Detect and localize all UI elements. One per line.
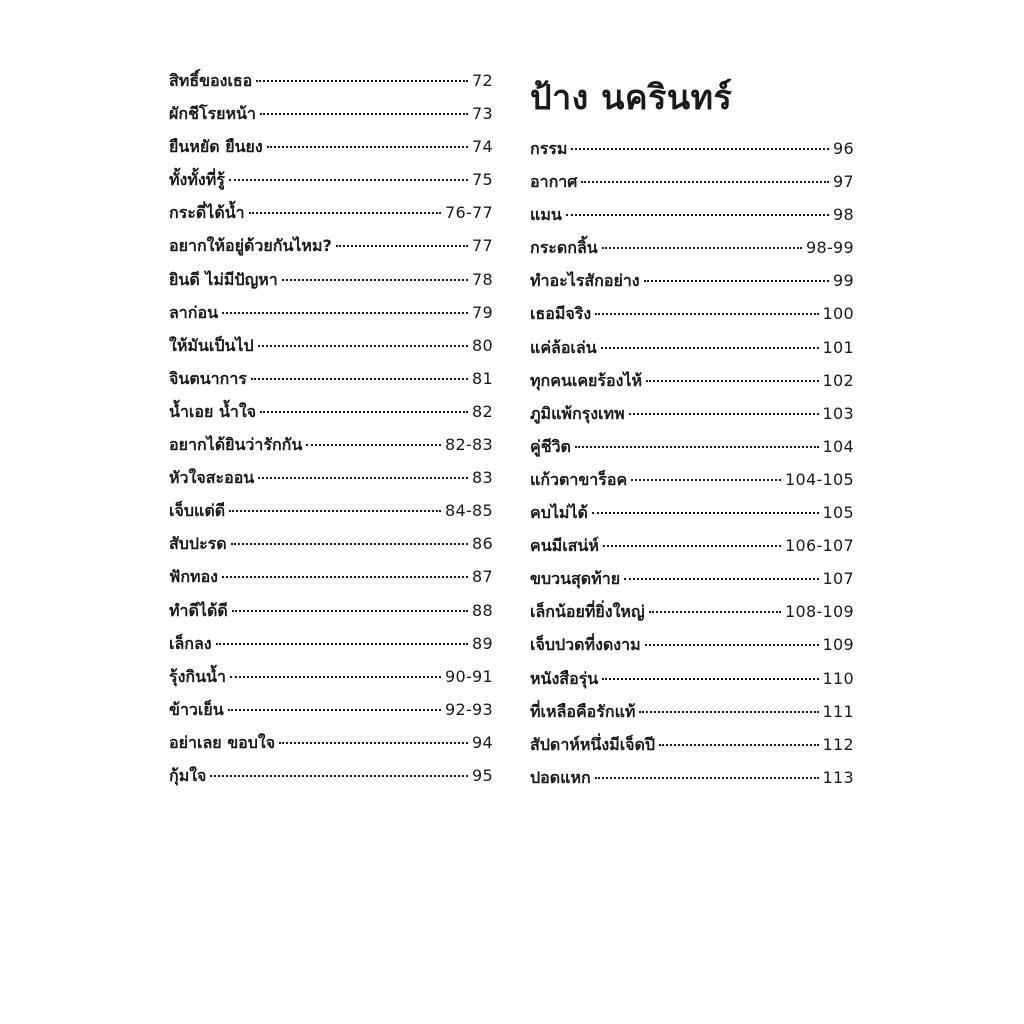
toc-entry — [169, 594, 493, 627]
toc-entry — [169, 263, 493, 296]
toc-entry-title: เล็กน้อยที่ยิ่งใหญ่ — [530, 602, 645, 622]
toc-entry-page: 97 — [833, 172, 854, 192]
toc-entry-title: สิทธิ์ของเธอ — [169, 71, 253, 90]
toc-entry-page: 89 — [472, 633, 493, 653]
toc-entry-title: อากาศ — [530, 172, 578, 192]
dot-leader — [336, 245, 468, 247]
toc-entry — [530, 496, 854, 529]
toc-entry-title: ขบวนสุดท้าย — [530, 569, 621, 589]
dot-leader — [624, 578, 818, 580]
toc-entry-page: 98-99 — [806, 238, 854, 258]
toc-entry-title: กุ้มใจ — [169, 765, 207, 785]
toc-entry-title: ทุกคนเคยร้องไห้ — [530, 370, 643, 390]
toc-entry — [530, 165, 854, 198]
toc-entry-page: 101 — [822, 337, 854, 357]
toc-entry-title: หัวใจสะออน — [169, 468, 255, 488]
toc-entry — [169, 229, 493, 262]
toc-entry-title: ยืนหยัด ยืนยง — [169, 137, 263, 157]
toc-entry-page: 94 — [472, 732, 493, 752]
toc-entry-title: ทำอะไรสักอย่าง — [530, 271, 640, 291]
toc-entry-title: จินตนาการ — [169, 368, 247, 388]
toc-entry-page: 83 — [472, 468, 493, 488]
dot-leader — [260, 113, 468, 115]
toc-entry-page: 92-93 — [445, 699, 493, 719]
toc-entry-page: 87 — [472, 567, 493, 587]
toc-entry-title: อยากให้อยู่ด้วยกันไหม? — [169, 236, 332, 256]
dot-leader — [251, 378, 468, 380]
dot-leader — [645, 644, 819, 646]
toc-entry-page: 107 — [822, 569, 854, 589]
toc-entry — [169, 296, 493, 329]
toc-entry-page: 103 — [822, 403, 854, 423]
toc-entry — [530, 297, 854, 330]
toc-entry-title: กระดี่ได้น้ำ — [169, 203, 245, 223]
toc-entry-page: 110 — [822, 668, 854, 688]
toc-entry-title: สับปะรด — [169, 534, 227, 554]
dot-leader — [229, 179, 468, 181]
toc-entry — [169, 759, 493, 792]
toc-left-column — [169, 64, 493, 792]
toc-entry — [530, 364, 854, 397]
toc-entry-title: หนังสือรุ่น — [530, 668, 599, 688]
dot-leader — [222, 312, 468, 314]
dot-leader — [231, 543, 468, 545]
toc-entry-title: ปอดแหก — [530, 767, 591, 787]
toc-entry-page: 98 — [833, 205, 854, 225]
toc-entry — [530, 264, 854, 297]
toc-entry-page: 74 — [472, 137, 493, 157]
dot-leader — [267, 146, 468, 148]
toc-entry-page: 109 — [822, 635, 854, 655]
dot-leader — [260, 411, 468, 413]
toc-entry — [530, 430, 854, 463]
toc-entry — [530, 463, 854, 496]
dot-leader — [222, 576, 468, 578]
toc-entry-page: 111 — [822, 701, 854, 721]
toc-entry-title: ที่เหลือคือรักแท้ — [530, 701, 636, 721]
toc-entry — [530, 397, 854, 430]
toc-entry — [169, 627, 493, 660]
toc-entry-page: 75 — [472, 170, 493, 190]
toc-entry — [530, 595, 854, 628]
toc-entry-title: กระดกลิ้น — [530, 238, 598, 258]
dot-leader — [601, 347, 819, 349]
toc-entry-page: 95 — [472, 765, 493, 785]
toc-entry-page: 99 — [833, 271, 854, 291]
toc-entry — [169, 660, 493, 693]
toc-entry-page: 76-77 — [445, 203, 493, 223]
toc-entry-title: ผักชีโรยหน้า — [169, 104, 256, 124]
toc-entry — [169, 362, 493, 395]
toc-entry-page: 82 — [472, 401, 493, 421]
toc-entry — [530, 529, 854, 562]
dot-leader — [644, 280, 829, 282]
dot-leader — [230, 676, 441, 678]
toc-entry-title: รุ้งกินน้ำ — [169, 666, 226, 686]
toc-entry-title: เธอมีจริง — [530, 304, 592, 324]
dot-leader — [649, 611, 781, 613]
toc-entry-page: 96 — [833, 139, 854, 158]
toc-entry — [169, 494, 493, 527]
toc-entry — [530, 761, 854, 794]
toc-entry-page: 102 — [822, 370, 854, 390]
toc-entry-title: แก้วตาขาร็อค — [530, 469, 628, 489]
toc-entry-page: 73 — [472, 104, 493, 124]
dot-leader — [256, 80, 468, 82]
toc-entry-page: 88 — [472, 600, 493, 620]
dot-leader — [592, 512, 819, 514]
toc-entry — [169, 329, 493, 362]
toc-right-column — [530, 70, 854, 794]
toc-entry — [169, 130, 493, 163]
toc-entry-page: 72 — [472, 71, 493, 90]
toc-entry — [530, 198, 854, 231]
toc-entry-page: 104 — [822, 436, 854, 456]
dot-leader — [228, 709, 441, 711]
toc-entry-title: สัปดาห์หนึ่งมีเจ็ดปี — [530, 734, 656, 754]
dot-leader — [571, 148, 829, 150]
toc-entry-page: 84-85 — [445, 501, 493, 521]
dot-leader — [229, 510, 441, 512]
dot-leader — [279, 742, 468, 744]
dot-leader — [629, 413, 819, 415]
toc-entry-page: 108-109 — [785, 602, 854, 622]
toc-entry-title: คนมีเสน่ห์ — [530, 536, 599, 556]
toc-entry — [530, 231, 854, 264]
toc-entry — [530, 628, 854, 661]
toc-entry — [169, 196, 493, 229]
toc-entry — [169, 97, 493, 130]
dot-leader — [602, 247, 802, 249]
dot-leader — [639, 711, 818, 713]
dot-leader — [595, 777, 819, 779]
toc-entry-title: ทำดีได้ดี — [169, 600, 228, 620]
dot-leader — [232, 610, 468, 612]
dot-leader — [646, 380, 819, 382]
dot-leader — [249, 212, 441, 214]
toc-entry-page: 79 — [472, 302, 493, 322]
toc-entry-title: ทั้งทั้งที่รู้ — [169, 170, 225, 190]
toc-entry-page: 81 — [472, 368, 493, 388]
toc-entry-page: 82-83 — [445, 435, 493, 455]
toc-entry — [169, 163, 493, 196]
toc-entry — [169, 527, 493, 560]
dot-leader — [216, 643, 468, 645]
dot-leader — [258, 345, 468, 347]
toc-list-left — [169, 64, 493, 792]
toc-entry — [530, 562, 854, 595]
toc-entry — [169, 560, 493, 593]
toc-entry-page: 80 — [472, 335, 493, 355]
dot-leader — [603, 545, 781, 547]
toc-entry-title: เจ็บปวดที่งดงาม — [530, 635, 641, 655]
toc-entry-page: 112 — [822, 734, 854, 754]
toc-entry — [530, 132, 854, 165]
toc-entry-title: เจ็บแต่ดี — [169, 501, 226, 521]
toc-entry-title: คู่ชีวิต — [530, 436, 571, 456]
toc-entry-title: ให้มันเป็นไป — [169, 335, 254, 355]
dot-leader — [210, 775, 468, 777]
section-title: ป้าง นครินทร์ — [530, 78, 733, 118]
toc-entry-page: 105 — [822, 503, 854, 523]
dot-leader — [575, 446, 819, 448]
toc-entry — [169, 428, 493, 461]
toc-entry-title: แมน — [530, 205, 562, 225]
toc-entry-title: ฟักทอง — [169, 567, 218, 587]
dot-leader — [258, 477, 468, 479]
toc-entry-page: 86 — [472, 534, 493, 554]
toc-entry — [169, 726, 493, 759]
toc-entry — [169, 693, 493, 726]
toc-entry-page: 106-107 — [785, 536, 854, 556]
dot-leader — [631, 479, 781, 481]
toc-entry-title: แค่ล้อเล่น — [530, 337, 597, 357]
dot-leader — [659, 744, 818, 746]
toc-list-right — [530, 132, 854, 794]
toc-entry-title: คบไม่ได้ — [530, 503, 588, 523]
toc-entry-title: ลาก่อน — [169, 302, 219, 322]
toc-entry-title: ภูมิแพ้กรุงเทพ — [530, 403, 625, 423]
toc-entry-page: 104-105 — [785, 469, 854, 489]
toc-entry-title: ข้าวเย็น — [169, 699, 224, 719]
toc-entry-title: ยินดี ไม่มีปัญหา — [169, 269, 278, 289]
dot-leader — [595, 313, 818, 315]
toc-entry — [530, 695, 854, 728]
toc-entry-title: อย่าเลย ขอบใจ — [169, 732, 276, 752]
dot-leader — [602, 678, 818, 680]
toc-entry — [169, 461, 493, 494]
toc-entry — [530, 331, 854, 364]
dot-leader — [306, 444, 441, 446]
toc-entry — [530, 728, 854, 761]
toc-entry-page: 100 — [822, 304, 854, 324]
toc-entry — [530, 662, 854, 695]
toc-entry-page: 113 — [822, 767, 854, 787]
toc-entry-page: 77 — [472, 236, 493, 256]
toc-entry-page: 90-91 — [445, 666, 493, 686]
toc-entry — [169, 395, 493, 428]
toc-entry-title: อยากได้ยินว่ารักกัน — [169, 435, 303, 455]
dot-leader — [566, 214, 829, 216]
toc-entry-title: น้ำเอย น้ำใจ — [169, 401, 257, 421]
dot-leader — [581, 181, 829, 183]
toc-entry — [169, 64, 493, 97]
dot-leader — [282, 279, 468, 281]
toc-entry-title: กรรม — [530, 139, 568, 158]
toc-entry-page: 78 — [472, 269, 493, 289]
toc-entry-title: เล็กลง — [169, 633, 212, 653]
